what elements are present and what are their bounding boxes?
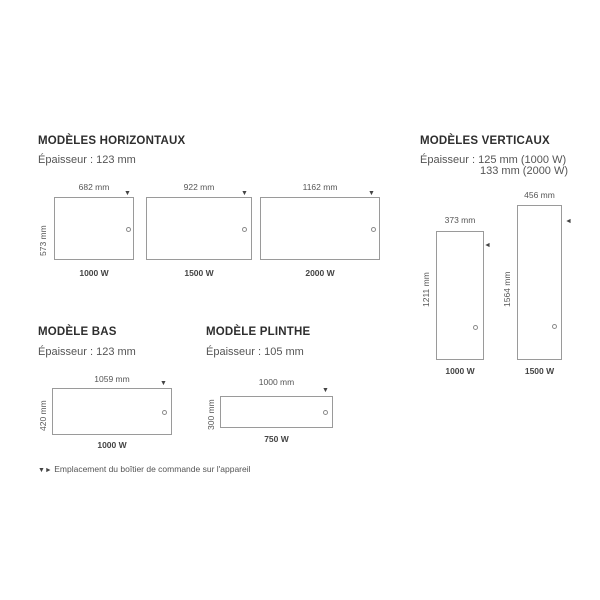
vertical-2-power: 1500 W	[524, 366, 555, 376]
control-box-dot	[126, 227, 131, 232]
horizontal-2-width-label: 922 mm	[183, 182, 215, 192]
horizontal-1-power: 1000 W	[79, 268, 109, 278]
plinthe-height-label: 300 mm	[206, 399, 216, 430]
horizontal-3-power: 2000 W	[305, 268, 335, 278]
control-box-marker: ◄	[484, 242, 491, 249]
control-box-marker: ▼	[241, 190, 248, 197]
plinthe-power: 750 W	[264, 434, 289, 444]
vertical-2-width-label: 456 mm	[524, 190, 555, 200]
legend	[38, 464, 251, 474]
vertical-panel-1000w	[436, 231, 484, 360]
vertical-1-width-label: 373 mm	[444, 215, 476, 225]
vertical-panel-1500w	[517, 205, 562, 360]
bas-title: MODÈLE BAS	[38, 326, 117, 338]
horizontal-panel-1000w	[54, 197, 134, 260]
control-box-dot	[323, 410, 328, 415]
bas-thickness: Épaisseur : 123 mm	[38, 346, 136, 358]
bas-power: 1000 W	[97, 440, 127, 450]
control-box-marker: ▼	[160, 380, 167, 387]
horizontal-1-width-label: 682 mm	[78, 182, 110, 192]
vertical-title: MODÈLES VERTICAUX	[420, 135, 550, 147]
control-box-marker: ▼	[124, 190, 131, 197]
plinthe-title: MODÈLE PLINTHE	[206, 326, 311, 338]
control-box-marker-icon: ▼►	[38, 467, 52, 474]
control-box-dot	[473, 325, 478, 330]
control-box-dot	[242, 227, 247, 232]
control-box-marker: ◄	[565, 218, 572, 225]
bas-panel	[52, 388, 172, 435]
plinthe-width-label: 1000 mm	[258, 377, 295, 387]
horizontal-panel-1500w	[146, 197, 252, 260]
control-box-marker: ▼	[322, 387, 329, 394]
bas-height-label: 420 mm	[38, 400, 48, 431]
horizontal-3-width-label: 1162 mm	[302, 182, 338, 192]
control-box-marker: ▼	[368, 190, 375, 197]
horizontal-2-power: 1500 W	[184, 268, 214, 278]
vertical-thickness-2: 133 mm (2000 W)	[480, 165, 569, 177]
horizontal-title: MODÈLES HORIZONTAUX	[38, 135, 186, 147]
plinthe-thickness: Épaisseur : 105 mm	[206, 346, 304, 358]
horizontal-height-label: 573 mm	[38, 225, 48, 256]
control-box-dot	[371, 227, 376, 232]
control-box-dot	[162, 410, 167, 415]
horizontal-panel-2000w	[260, 197, 380, 260]
plinthe-panel	[220, 396, 333, 428]
legend-text: Emplacement du boîtier de commande sur l'appareil	[54, 464, 251, 474]
vertical-2-height-label: 1564 mm	[502, 271, 512, 307]
vertical-1-height-label: 1211 mm	[421, 272, 431, 307]
horizontal-thickness: Épaisseur : 123 mm	[38, 154, 136, 166]
control-box-dot	[552, 324, 557, 329]
vertical-thickness-1: Épaisseur : 125 mm (1000 W)	[420, 154, 567, 166]
bas-width-label: 1059 mm	[94, 374, 130, 384]
vertical-1-power: 1000 W	[445, 366, 475, 376]
